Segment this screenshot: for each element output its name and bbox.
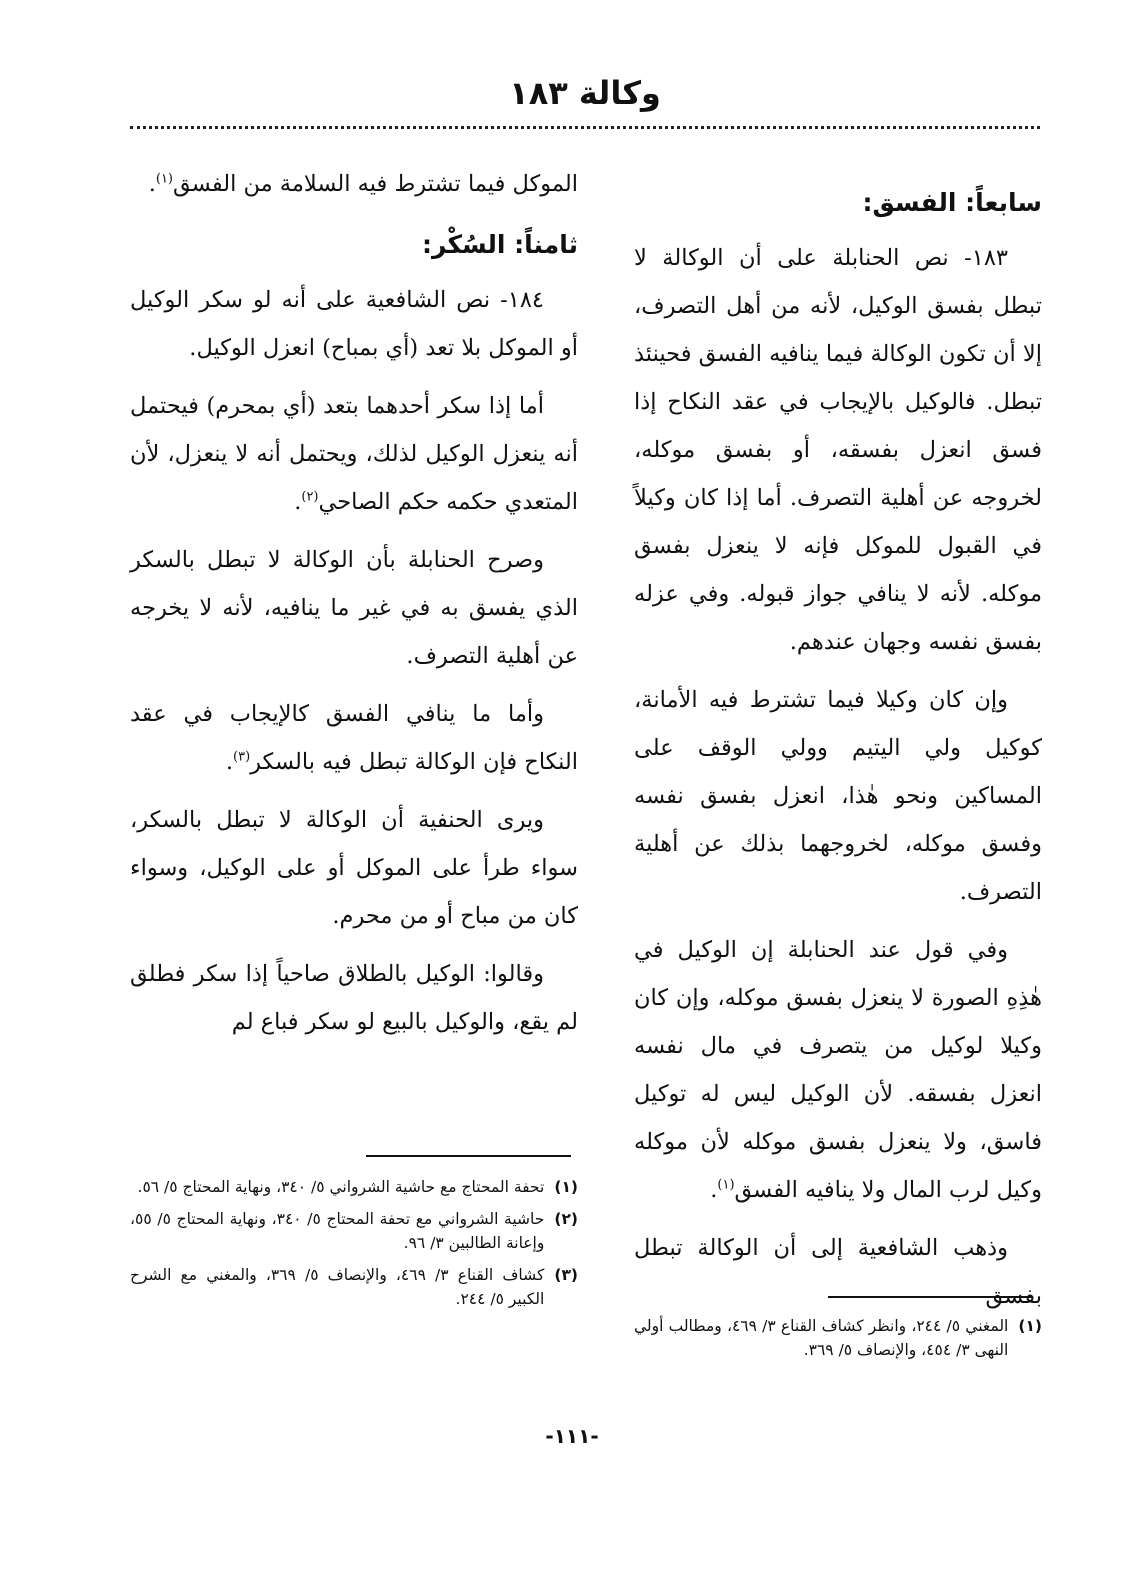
left-column xyxy=(130,160,578,1056)
footnote-text: كشاف القناع ٣/ ٤٦٩، والإنصاف ٥/ ٣٦٩، والمغني مع الشرح الكبير ٥/ ٢٤٤. xyxy=(130,1266,545,1308)
footnote-marker: (١) xyxy=(717,1177,735,1193)
paragraph-183: ١٨٣- نص الحنابلة على أن الوكالة لا تبطل بفسق الوكيل، لأنه من أهل التصرف، إلا أن تكون الوكالة فيما ينافيه الفسق فحينئذ تبطل. فالوكيل بالإيجاب في عقد النكاح إذا فسق انعزل بفسقه، أو بفسق موكله، لخروجه عن أهلية التصرف. أما إذا كان وكيلاً في القبول للموكل فإنه لا ينعزل بفسق موكله. لأنه لا ينافي جواز قبوله. وفي عزله بفسق نفسه وجهان عندهم. xyxy=(634,245,1042,655)
footnote-text: حاشية الشرواني مع تحفة المحتاج ٥/ ٣٤٠، ونهاية المحتاج ٥/ ٥٥، وإعانة الطالبين ٣/ ٩٦. xyxy=(130,1210,545,1252)
footnote-text: تحفة المحتاج مع حاشية الشرواني ٥/ ٣٤٠، ونهاية المحتاج ٥/ ٥٦. xyxy=(137,1178,545,1196)
paragraph-text: الموكل فيما تشترط فيه السلامة من الفسق xyxy=(173,171,578,197)
paragraph-text: وفي قول عند الحنابلة إن الوكيل في هٰذِهِ الصورة لا ينعزل بفسق موكله، وإن كان وكيلا لوكيل من يتصرف في مال نفسه انعزل بفسقه. لأن الوكيل ليس له توكيل فاسق، ولا ينعزل بفسق موكله لأن موكله وكيل لرب المال ولا ينافيه الفسق xyxy=(634,937,1042,1203)
footnote-marker: (٣) xyxy=(233,749,251,765)
paragraph-trust-agent: وإن كان وكيلا فيما تشترط فيه الأمانة، كوكيل ولي اليتيم وولي الوقف على المساكين ونحو هٰذا، انعزل بفسق نفسه وفسق موكله، لخروجهما بذلك عن أهلية التصرف. xyxy=(634,687,1042,905)
right-column xyxy=(634,160,1042,1330)
paragraph-shafii-view: وذهب الشافعية إلى أن الوكالة تبطل بفسق xyxy=(634,1235,1042,1309)
page-number: -١١١- xyxy=(545,1424,599,1448)
footnote-item xyxy=(634,1314,1042,1362)
footnote-number: (٢) xyxy=(554,1210,578,1228)
header-dotted-rule xyxy=(130,126,1040,129)
footnote-marker: (١) xyxy=(155,171,173,187)
footnote-rule-right xyxy=(828,1296,1033,1298)
paragraph-hanafi-examples: وقالوا: الوكيل بالطلاق صاحياً إذا سكر فطلق لم يقع، والوكيل بالبيع لو سكر فباع لم xyxy=(130,961,578,1035)
paragraph-hanbali-view: وفي قول عند الحنابلة إن الوكيل في هٰذِهِ الصورة لا ينعزل بفسق موكله، وإن كان وكيلا لوكيل من يتصرف في مال نفسه انعزل بفسقه. لأن الوكيل ليس له توكيل فاسق، ولا ينعزل بفسق موكله لأن موكله وكيل لرب المال ولا ينافيه الفسق$^{(١)}$. xyxy=(634,937,1042,1203)
footnote-text: المغني ٥/ ٢٤٤، وانظر كشاف القناع ٣/ ٤٦٩، ومطالب أولي النهى ٣/ ٤٥٤، والإنصاف ٥/ ٣٦٩. xyxy=(634,1317,1009,1359)
paragraph-text: وأما ما ينافي الفسق كالإيجاب في عقد النكاح فإن الوكالة تبطل فيه بالسكر xyxy=(130,701,578,775)
footnotes-left xyxy=(130,1175,578,1319)
running-header: وكالة ١٨٣ xyxy=(509,74,661,112)
footnotes-right xyxy=(634,1314,1042,1370)
footnote-rule-left xyxy=(366,1155,571,1157)
footnote-number: (٣) xyxy=(554,1266,578,1284)
footnote-item xyxy=(130,1263,578,1311)
paragraph-hanafi-view: ويرى الحنفية أن الوكالة لا تبطل بالسكر، سواء طرأ على الموكل أو على الوكيل، وسواء كان من مباح أو من محرم. xyxy=(130,807,578,929)
paragraph-forbidden-intoxication: أما إذا سكر أحدهما بتعد (أي بمحرم) فيحتمل أنه ينعزل الوكيل لذلك، ويحتمل أنه لا ينعزل، لأن المتعدي حكمه حكم الصاحي$^{(٢)}$. xyxy=(130,393,578,515)
paragraph-text: أما إذا سكر أحدهما بتعد (أي بمحرم) فيحتمل أنه ينعزل الوكيل لذلك، ويحتمل أنه لا ينعزل، لأن المتعدي حكمه حكم الصاحي xyxy=(130,393,578,515)
footnote-marker: (٢) xyxy=(301,489,319,505)
footnote-number: (١) xyxy=(554,1178,578,1196)
footnote-item xyxy=(130,1175,578,1199)
footnote-number: (١) xyxy=(1018,1317,1042,1335)
paragraph-marriage-offer: وأما ما ينافي الفسق كالإيجاب في عقد النكاح فإن الوكالة تبطل فيه بالسكر$^{(٣)}$. xyxy=(130,701,578,775)
paragraph-hanbali-intoxication: وصرح الحنابلة بأن الوكالة لا تبطل بالسكر الذي يفسق به في غير ما ينافيه، لأنه لا يخرجه عن أهلية التصرف. xyxy=(130,547,578,669)
continuation-line: الموكل فيما تشترط فيه السلامة من الفسق$^{(١)}$. xyxy=(148,171,578,197)
footnote-item xyxy=(130,1207,578,1255)
section-heading-seventh: سابعاً: الفسق: xyxy=(862,188,1042,217)
paragraph-184: ١٨٤- نص الشافعية على أنه لو سكر الوكيل أو الموكل بلا تعد (أي بمباح) انعزل الوكيل. xyxy=(130,287,578,361)
section-heading-eighth: ثامناً: السُكْر: xyxy=(421,230,578,259)
